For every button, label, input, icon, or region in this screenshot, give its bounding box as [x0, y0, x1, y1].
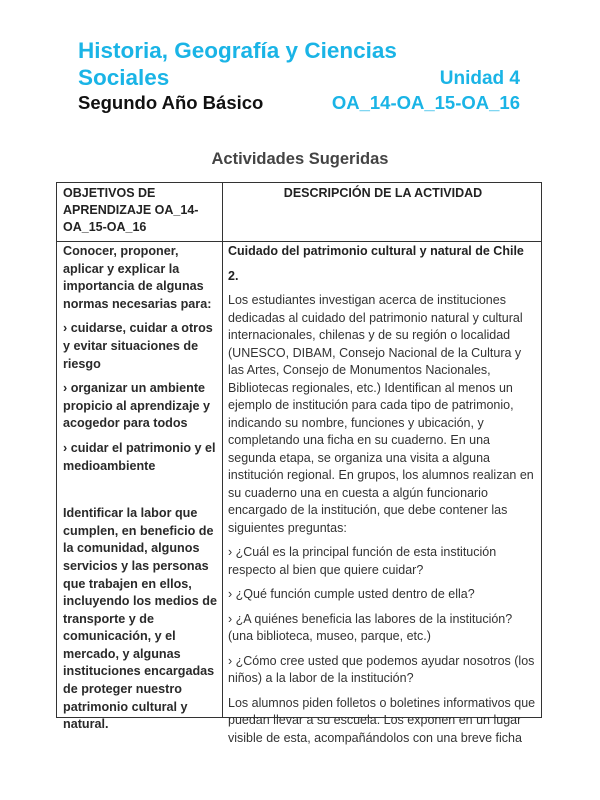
activity-paragraph: Los estudiantes investigan acerca de instituciones dedicadas al cuidado del patrimonio natural y cultural internacionales, chilenas y de su región o localidad (UNESCO, DIBAM, Consejo Nacional de la Cultura y las Artes, Consejo de Monumentos Nacionales, Bibliotecas regionales, etc.) Identifican al menos un ejemplo de institución para cada tipo de patrimonio, indicando su nombre, funciones y ubicación, y completando una ficha en su cuaderno. En una segunda etapa, se organiza una visita a alguna institución regional. En grupos, los alumnos realizan en su cuaderno una en cuesta a algún funcionario encargado de la institución, que debe contener las siguientes preguntas: [228, 293, 534, 535]
activity-number: 2. [228, 268, 239, 283]
activity-question: › ¿Qué función cumple usted dentro de ella? [228, 587, 475, 601]
activity-question: › ¿Cuál es la principal función de esta institución respecto al bien que quiere cuidar? [228, 545, 497, 577]
activities-table [56, 182, 542, 745]
objectives-column [63, 243, 217, 741]
objectives-header: OBJETIVOS DE APRENDIZAJE OA_14-OA_15-OA_16 [63, 186, 199, 234]
activity-question: › ¿A quiénes beneficia las labores de la institución? (una biblioteca, museo, parque, etc.) [228, 611, 513, 643]
column-divider [222, 183, 223, 717]
title-line-1: Historia, Geografía y Ciencias [78, 38, 397, 63]
objective-text: › cuidarse, cuidar a otros y evitar situaciones de riesgo [63, 321, 213, 371]
title-line-2: Sociales [78, 65, 170, 90]
objective-text: Conocer, proponer, aplicar y explicar la importancia de algunas normas necesarias para: [63, 244, 212, 311]
description-header: DESCRIPCIÓN DE LA ACTIVIDAD [283, 186, 483, 200]
activity-paragraph: Los alumnos piden folletos o boletines informativos que puedan llevar a su escuela. Los exponen en un lugar visible de esta, acompañándolos con una breve ficha [228, 695, 536, 745]
unit-label: Unidad 4 [439, 68, 520, 89]
section-title: Actividades Sugeridas [211, 150, 389, 168]
objective-text: Identificar la labor que cumplen, en beneficio de la comunidad, algunos servicios y las personas que trabajen en ellos, incluyendo los medios de transporte y de comunicación, y el mercado, y algunas instituciones encargadas de proteger nuestro patrimonio cultural y natural. [63, 506, 217, 732]
grade-label: Segundo Año Básico [78, 92, 264, 113]
activity-column [228, 243, 539, 745]
activity-question: › ¿Cómo cree usted que podemos ayudar nosotros (los niños) a la labor de la institución? [228, 653, 535, 685]
header-divider [57, 241, 541, 242]
objective-text: › cuidar el patrimonio y el medioambiente [63, 440, 216, 473]
oa-codes: OA_14-OA_15-OA_16 [331, 92, 520, 113]
activity-title: Cuidado del patrimonio cultural y natural de Chile [228, 244, 524, 258]
objective-text: › organizar un ambiente propicio al aprendizaje y acogedor para todos [63, 381, 210, 431]
